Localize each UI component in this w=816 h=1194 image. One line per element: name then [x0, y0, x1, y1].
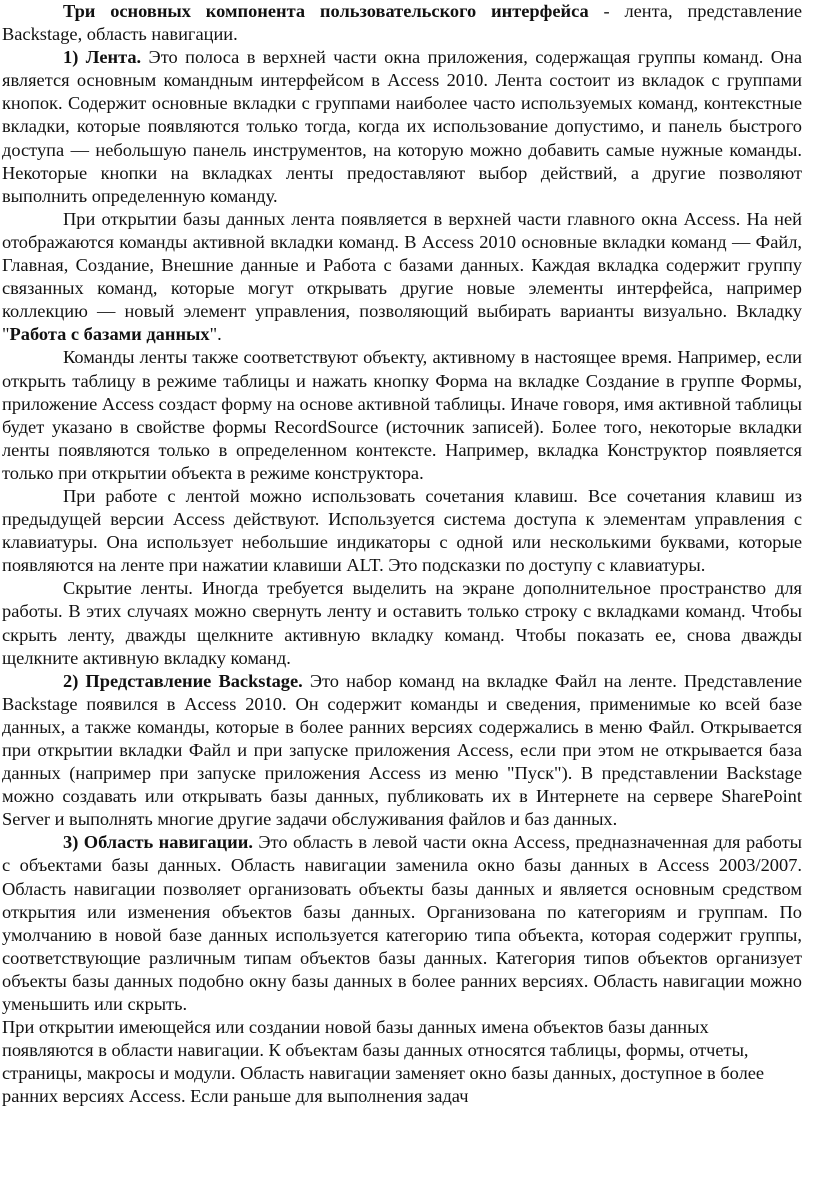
intro-paragraph	[2, 0, 802, 46]
ribbon-paragraph-4	[2, 485, 802, 577]
ribbon-paragraph-3	[2, 346, 802, 485]
ribbon-text-4: При работе с лентой можно использовать сочетания клавиш. Все сочетания клавиш из предыдущей версии Access действуют. Используется система доступа к элементам управления с клавиатуры. Она использует небольшие индикаторы с одной или несколькими буквами, которые появляются на ленте при нажатии клавиши ALT. Это подсказки по доступу с клавиатуры.	[2, 485, 802, 576]
navigation-text: Это область в левой части окна Access, предназначенная для работы с объектами базы данных. Область навигации заменила окно базы данных в Access 2003/2007. Область навигации позволяет организовать объекты базы данных и является основным средством открытия или изменения объектов базы данных. Организована по категориям и группам. По умолчанию в новой базе данных используется категорию типа объекта, которая содержит группы, соответствующие различным типам объектов базы данных. Категория типов объектов организует объекты базы данных подобно окну базы данных в более ранних версиях. Область навигации можно уменьшить или скрыть.	[2, 832, 802, 1015]
navigation-heading: 3) Область навигации.	[63, 832, 253, 853]
backstage-heading: 2) Представление Backstage.	[63, 670, 303, 691]
ribbon-heading: 1) Лента.	[63, 47, 142, 68]
intro-text: - лента, представление Backstage, область навигации.	[2, 1, 802, 45]
ribbon-text-2-end: ".	[209, 324, 222, 345]
backstage-text: Это набор команд на вкладке Файл на ленте. Представление Backstage появился в Access 2010. Он содержит команды и сведения, применимые ко всей базе данных, а также команды, которые в более ранних версиях содержались в меню Файл. Открывается при открытии вкладки Файл и при запуске приложения Access, если при этом не открывается база данных (например при запуске приложения Access из меню "Пуск"). В представлении Backstage можно создавать или открывать базы данных, публиковать их в Интернете на сервере SharePoint Server и выполнять многие другие задачи обслуживания файлов и баз данных.	[2, 670, 802, 830]
navigation-extra-text: При открытии имеющейся или создании новой базы данных имена объектов базы данных появляются в области навигации. К объектам базы данных относятся таблицы, формы, отчеты, страницы, макросы и модули. Область навигации заменяет окно базы данных, доступное в более ранних версиях Access. Если раньше для выполнения задач	[2, 1017, 765, 1107]
intro-title: Три основных компонента пользовательского интерфейса	[63, 1, 589, 21]
ribbon-text-1: Это полоса в верхней части окна приложения, содержащая группы команд. Она является основным командным интерфейсом в Access 2010. Лента состоит из вкладок с группами кнопок. Содержит основные вкладки с группами наиболее часто используемых команд, контекстные вкладки, которые появляются только тогда, когда их использование допустимо, и панель быстрого доступа — небольшую панель инструментов, на которую можно добавить самые нужные команды. Некоторые кнопки на вкладках ленты предоставляют выбор действий, а другие позволяют выполнить определенную команду.	[2, 47, 802, 206]
navigation-extra-paragraph	[2, 1016, 802, 1108]
ribbon-paragraph-5	[2, 577, 802, 669]
ribbon-paragraph-2	[2, 208, 802, 347]
ribbon-text-2: При открытии базы данных лента появляется в верхней части главного окна Access. На ней отображаются команды активной вкладки команд. В Access 2010 основные вкладки команд — Файл, Главная, Создание, Внешние данные и Работа с базами данных. Каждая вкладка содержит группу связанных команд, которые могут открывать другие новые элементы интерфейса, например коллекцию — новый элемент управления, позволяющий выбирать варианты визуально. Вкладку "	[2, 208, 802, 345]
backstage-paragraph	[2, 670, 802, 832]
ribbon-tab-name: Работа с базами данных	[9, 324, 210, 345]
ribbon-text-5: Скрытие ленты. Иногда требуется выделить на экране дополнительное пространство для работы. В этих случаях можно свернуть ленту и оставить только строку с вкладками команд. Чтобы скрыть ленту, дважды щелкните активную вкладку команд. Чтобы показать ее, снова дважды щелкните активную вкладку команд.	[2, 578, 802, 668]
ribbon-paragraph-1	[2, 46, 802, 208]
navigation-paragraph	[2, 831, 802, 1016]
ribbon-text-3: Команды ленты также соответствуют объекту, активному в настоящее время. Например, если открыть таблицу в режиме таблицы и нажать кнопку Форма на вкладке Создание в группе Формы, приложение Access создаст форму на основе активной таблицы. Иначе говоря, имя активной таблицы будет указано в свойстве формы RecordSource (источник записей). Более того, некоторые вкладки ленты появляются только в определенном контексте. Например, вкладка Конструктор появляется только при открытии объекта в режиме конструктора.	[2, 347, 802, 483]
